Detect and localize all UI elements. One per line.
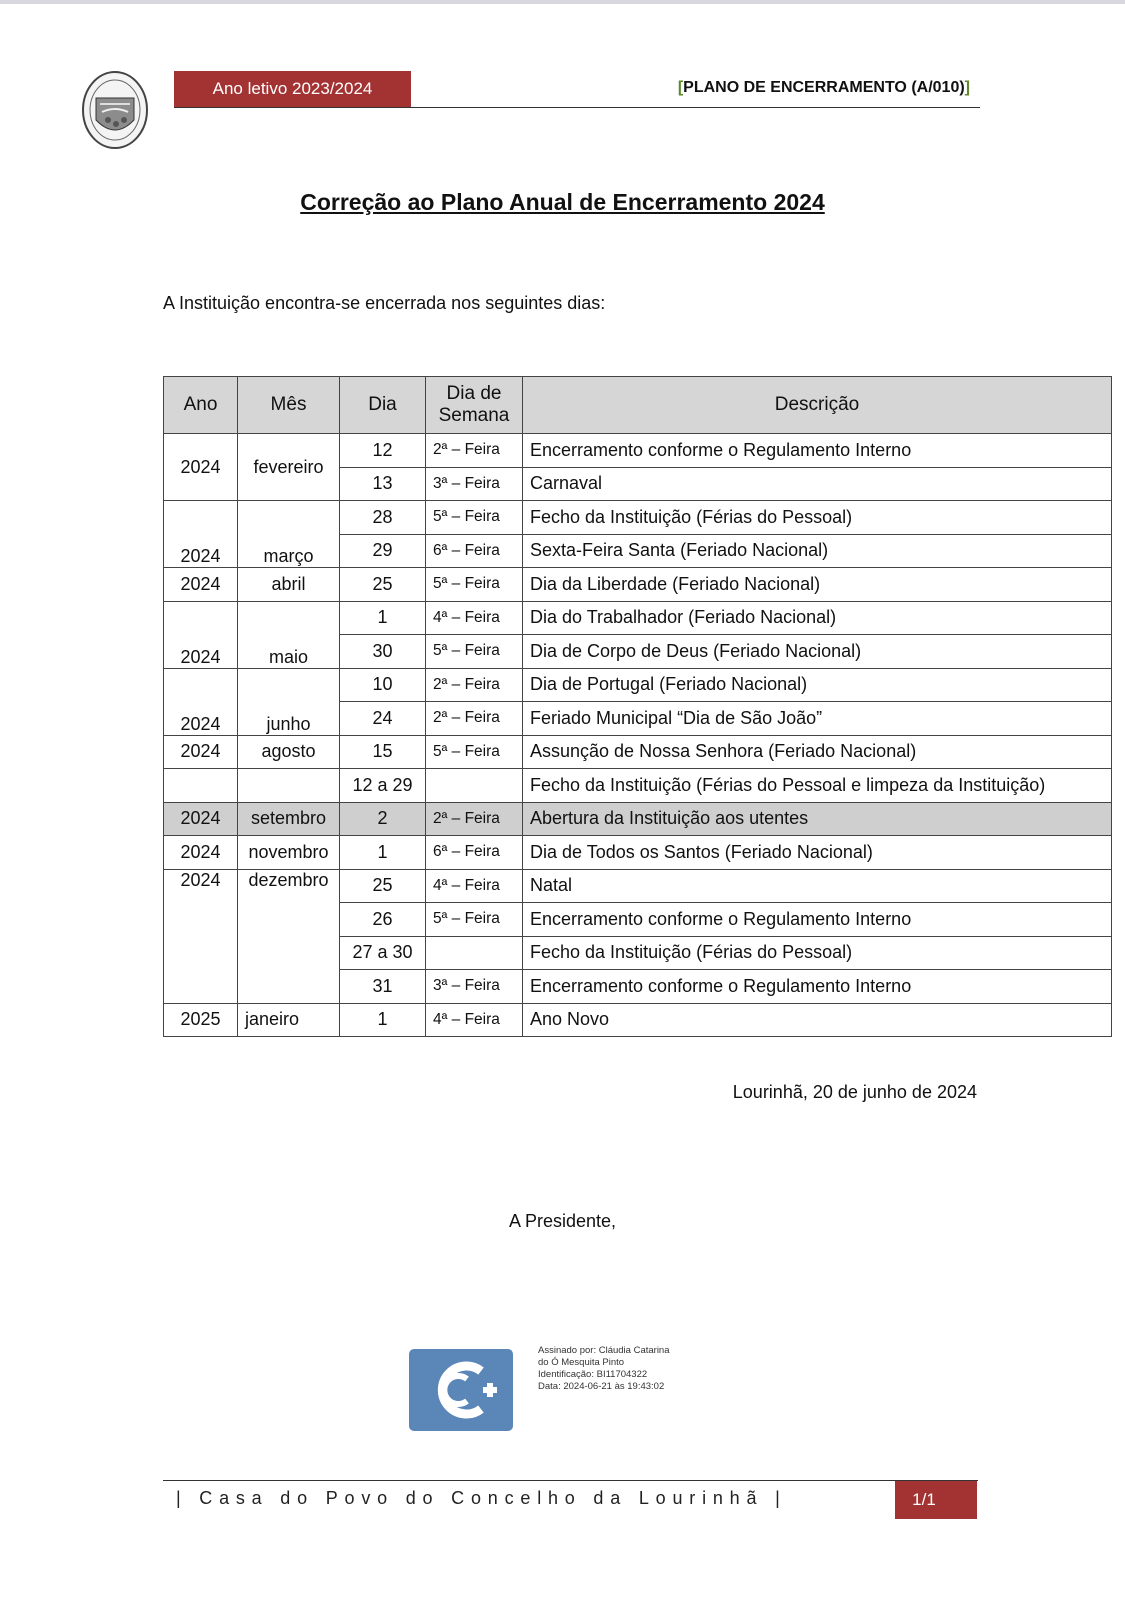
table-row: [164, 869, 1112, 903]
table-row: [164, 769, 1112, 803]
col-header-dia-semana-l1: Dia de: [446, 383, 502, 404]
cell-weekday: [426, 936, 523, 970]
cell-weekday: 4ª – Feira: [426, 869, 523, 903]
cell-weekday: 5ª – Feira: [426, 501, 523, 535]
cell-dia: 12: [340, 434, 426, 468]
cell-ano: 2024: [164, 568, 238, 602]
cell-weekday: 5ª – Feira: [426, 735, 523, 769]
digital-signature-seal-icon: [409, 1349, 513, 1431]
cell-mes: agosto: [238, 735, 340, 769]
table-row: [164, 501, 1112, 535]
table-row: [164, 1003, 1112, 1037]
table-row: [164, 735, 1112, 769]
cell-weekday: 2ª – Feira: [426, 668, 523, 702]
cell-dia: 27 a 30: [340, 936, 426, 970]
cell-weekday: 5ª – Feira: [426, 903, 523, 937]
cell-dia: 25: [340, 869, 426, 903]
document-code: [678, 79, 970, 97]
cell-dia: 29: [340, 534, 426, 568]
cell-weekday: 2ª – Feira: [426, 434, 523, 468]
table-row: [164, 434, 1112, 468]
signatory-title: A Presidente,: [508, 1211, 617, 1231]
col-header-dia-semana: [426, 377, 523, 434]
cell-descricao: Dia do Trabalhador (Feriado Nacional): [523, 601, 1112, 635]
place-date: Lourinhã, 20 de junho de 2024: [732, 1082, 977, 1102]
cell-dia: 30: [340, 635, 426, 669]
header-rule: [174, 107, 980, 108]
cell-descricao: Encerramento conforme o Regulamento Interno: [523, 903, 1112, 937]
page-title: Correção ao Plano Anual de Encerramento 2024: [300, 189, 825, 215]
cell-mes: setembro: [238, 802, 340, 836]
page-number: 1/1: [895, 1481, 977, 1519]
table-row: [164, 568, 1112, 602]
bracket-open: [: [677, 79, 684, 96]
table-row-highlighted: [164, 802, 1112, 836]
cell-descricao: Dia de Portugal (Feriado Nacional): [523, 668, 1112, 702]
top-edge: [0, 0, 1125, 4]
cell-descricao: Fecho da Instituição (Férias do Pessoal): [523, 936, 1112, 970]
cell-weekday: [426, 769, 523, 803]
cell-descricao: Assunção de Nossa Senhora (Feriado Nacional): [523, 735, 1112, 769]
cell-mes: junho: [238, 668, 340, 735]
bracket-close: ]: [964, 79, 970, 96]
cell-mes: [238, 769, 340, 803]
cell-ano: 2024: [164, 601, 238, 668]
cell-weekday: 5ª – Feira: [426, 568, 523, 602]
table-row: [164, 836, 1112, 870]
cell-descricao: Carnaval: [523, 467, 1112, 501]
cell-weekday: 2ª – Feira: [426, 702, 523, 736]
cell-ano: [164, 769, 238, 803]
footer-rule: [163, 1480, 978, 1481]
cell-dia: 25: [340, 568, 426, 602]
cell-descricao: Dia da Liberdade (Feriado Nacional): [523, 568, 1112, 602]
cell-ano: 2024: [164, 501, 238, 568]
cell-dia: 28: [340, 501, 426, 535]
cell-mes: maio: [238, 601, 340, 668]
cell-dia: 2: [340, 802, 426, 836]
col-header-dia: Dia: [340, 377, 426, 434]
table-header-row: [164, 377, 1112, 434]
cell-dia: 15: [340, 735, 426, 769]
col-header-dia-semana-l2: Semana: [438, 405, 510, 426]
cell-ano: 2024: [164, 802, 238, 836]
cell-mes: janeiro: [238, 1003, 340, 1037]
cell-mes: fevereiro: [238, 434, 340, 501]
school-year-band: Ano letivo 2023/2024: [174, 71, 411, 107]
col-header-ano: Ano: [164, 377, 238, 434]
digital-signature-info: [538, 1345, 670, 1393]
cell-descricao: Ano Novo: [523, 1003, 1112, 1037]
cell-weekday: 4ª – Feira: [426, 1003, 523, 1037]
cell-weekday: 3ª – Feira: [426, 467, 523, 501]
cell-ano: 2024: [164, 869, 238, 1003]
cell-descricao: Fecho da Instituição (Férias do Pessoal): [523, 501, 1112, 535]
cell-mes: dezembro: [238, 869, 340, 1003]
signature-name-cont: do Ó Mesquita Pinto: [538, 1357, 625, 1368]
cell-dia: 31: [340, 970, 426, 1004]
cell-dia: 1: [340, 1003, 426, 1037]
intro-text: A Instituição encontra-se encerrada nos seguintes dias:: [163, 293, 606, 313]
signature-id: Identificação: BI11704322: [538, 1369, 648, 1380]
cell-weekday: 5ª – Feira: [426, 635, 523, 669]
cell-dia: 24: [340, 702, 426, 736]
cell-weekday: 3ª – Feira: [426, 970, 523, 1004]
cell-ano: 2024: [164, 434, 238, 501]
cell-dia: 1: [340, 836, 426, 870]
cell-ano: 2024: [164, 668, 238, 735]
institution-logo: [80, 68, 150, 152]
document-code-text: PLANO DE ENCERRAMENTO (A/010): [683, 79, 965, 96]
cell-weekday: 6ª – Feira: [426, 836, 523, 870]
cell-dia: 26: [340, 903, 426, 937]
cell-descricao: Dia de Corpo de Deus (Feriado Nacional): [523, 635, 1112, 669]
cell-descricao: Encerramento conforme o Regulamento Interno: [523, 434, 1112, 468]
cell-weekday: 6ª – Feira: [426, 534, 523, 568]
cell-descricao: Abertura da Instituição aos utentes: [523, 802, 1112, 836]
cell-descricao: Encerramento conforme o Regulamento Interno: [523, 970, 1112, 1004]
cell-dia: 12 a 29: [340, 769, 426, 803]
cell-weekday: 2ª – Feira: [426, 802, 523, 836]
table-row: [164, 668, 1112, 702]
cell-descricao: Feriado Municipal “Dia de São João”: [523, 702, 1112, 736]
cell-descricao: Sexta-Feira Santa (Feriado Nacional): [523, 534, 1112, 568]
cell-ano: 2024: [164, 735, 238, 769]
cell-ano: 2024: [164, 836, 238, 870]
cell-ano: 2025: [164, 1003, 238, 1037]
cell-dia: 1: [340, 601, 426, 635]
cell-mes: novembro: [238, 836, 340, 870]
cell-dia: 13: [340, 467, 426, 501]
cell-weekday: 4ª – Feira: [426, 601, 523, 635]
signature-date: Data: 2024-06-21 às 19:43:02: [538, 1381, 665, 1392]
signature-signed-by: Assinado por: Cláudia Catarina: [538, 1345, 670, 1356]
cell-descricao: Natal: [523, 869, 1112, 903]
table-row: [164, 601, 1112, 635]
cell-mes: março: [238, 501, 340, 568]
cell-dia: 10: [340, 668, 426, 702]
cell-mes: abril: [238, 568, 340, 602]
closure-table: [163, 376, 1112, 1037]
cell-descricao: Dia de Todos os Santos (Feriado Nacional): [523, 836, 1112, 870]
col-header-mes: Mês: [238, 377, 340, 434]
col-header-descricao: Descrição: [523, 377, 1112, 434]
footer-institution: | Casa do Povo do Concelho da Lourinhã |: [176, 1488, 787, 1508]
cell-descricao: Fecho da Instituição (Férias do Pessoal e limpeza da Instituição): [523, 769, 1112, 803]
